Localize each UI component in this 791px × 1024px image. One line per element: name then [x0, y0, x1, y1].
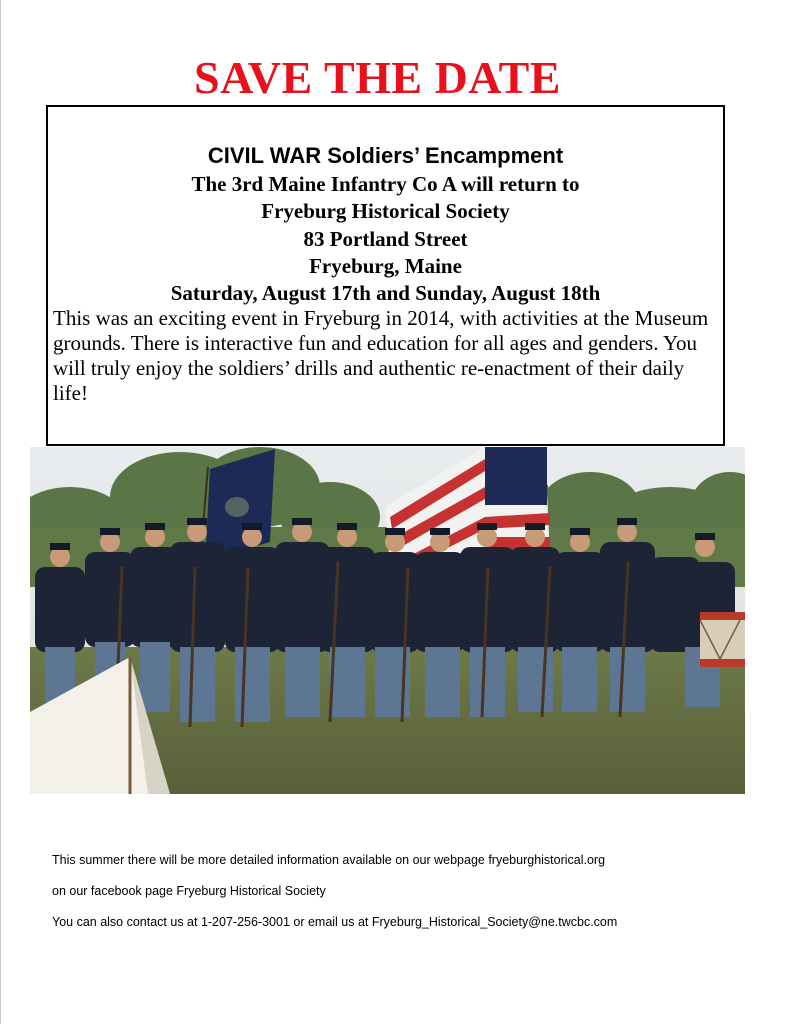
photo-illustration	[30, 447, 745, 794]
headline: SAVE THE DATE	[194, 52, 561, 103]
footer-facebook-line: on our facebook page Fryeburg Historical Society	[52, 884, 326, 898]
footer-contact-line: You can also contact us at 1-207-256-3001 or email us at Fryeburg_Historical_Society@ne.twcbc.com	[52, 915, 618, 929]
event-line-street: 83 Portland Street	[303, 227, 468, 251]
drum	[700, 612, 745, 667]
event-line-return: The 3rd Maine Infantry Co A will return to	[191, 172, 580, 196]
event-line-town: Fryeburg, Maine	[309, 254, 462, 278]
event-description: This was an exciting event in Fryeburg in 2014, with activities at the Museum grounds. There is interactive fun and education for all ages and genders. You will truly enjoy the soldiers’ drills and authentic re-enactment of their daily life!	[53, 306, 709, 405]
footer-webpage-line: This summer there will be more detailed information available on our webpage fryeburghistorical.org	[52, 853, 606, 867]
event-info-box	[46, 105, 725, 446]
event-line-venue: Fryeburg Historical Society	[261, 199, 510, 223]
event-title: CIVIL WAR Soldiers’ Encampment	[207, 143, 564, 168]
page-edge	[0, 0, 1, 1024]
soldiers-group-photo	[30, 447, 745, 794]
event-line-dates: Saturday, August 17th and Sunday, August 18th	[170, 281, 601, 305]
